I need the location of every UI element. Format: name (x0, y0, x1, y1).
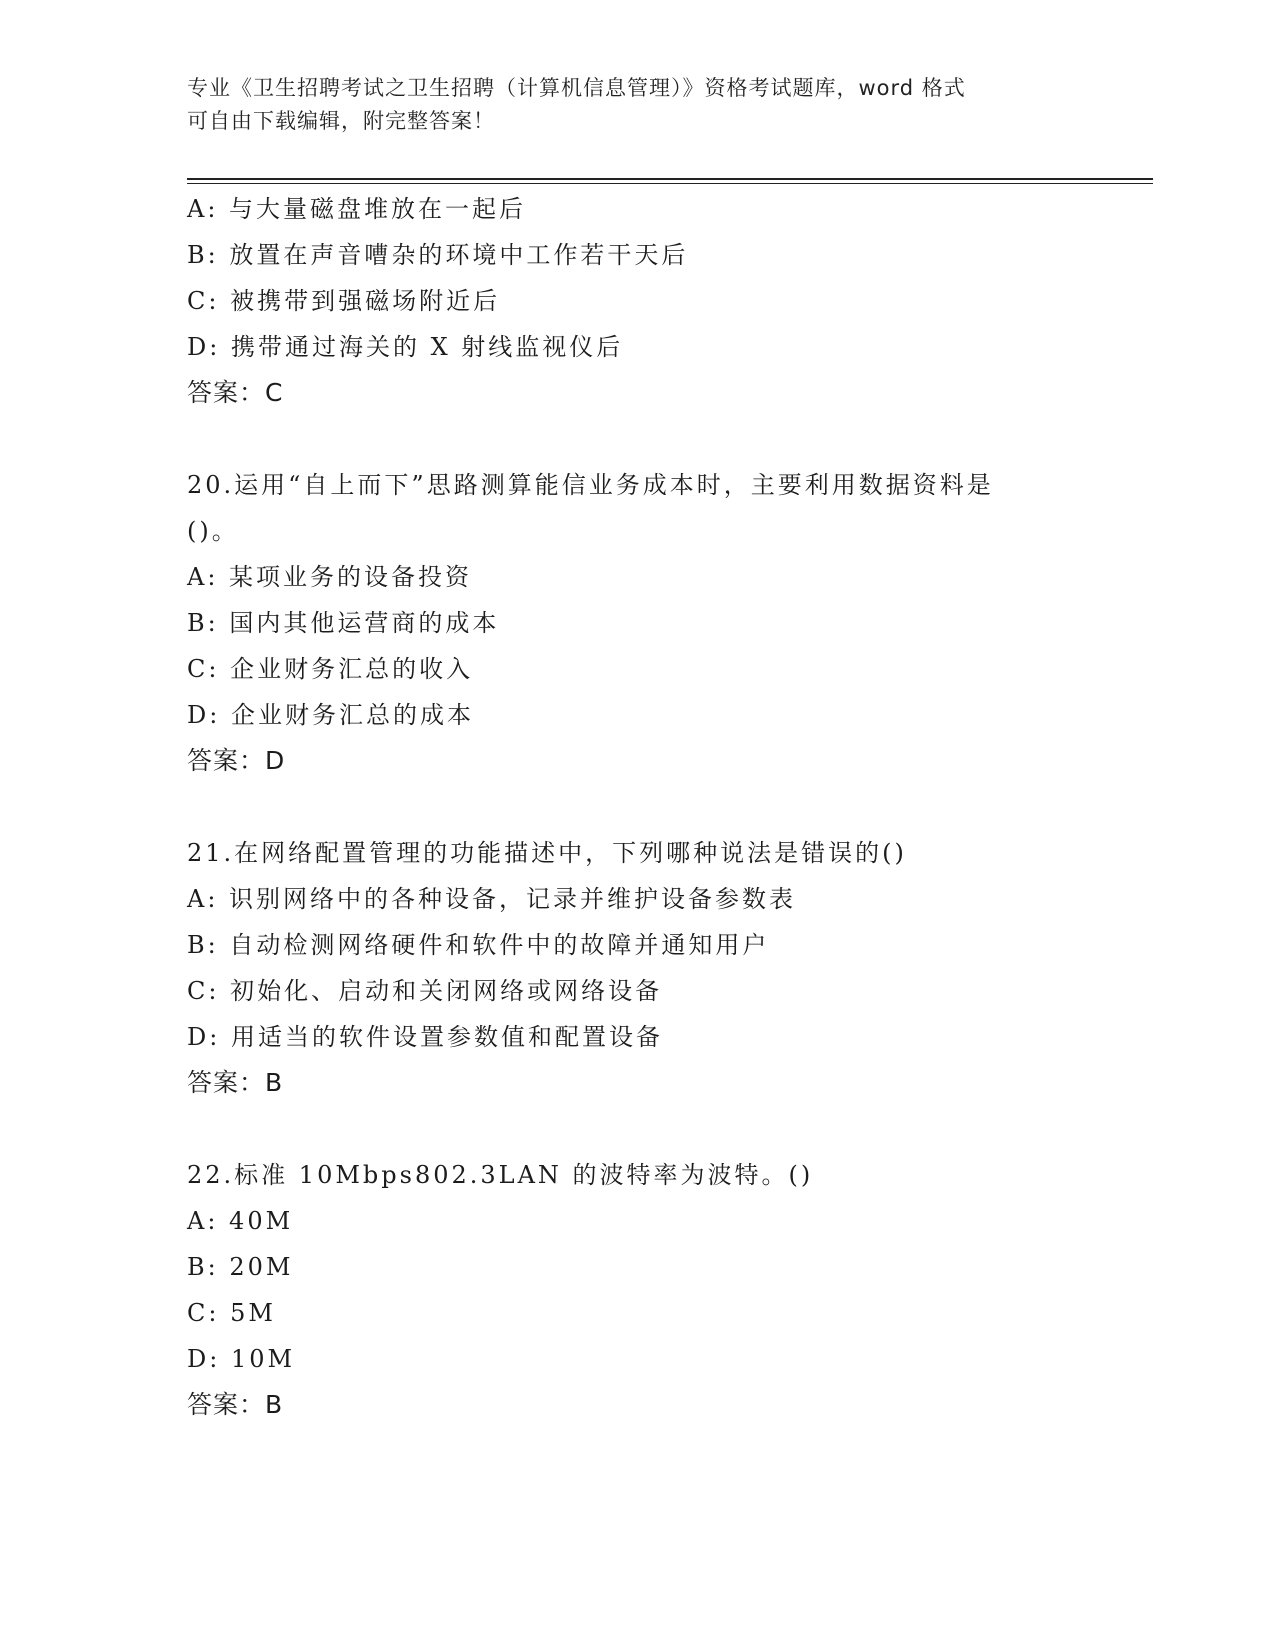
option-c: C: 企业财务汇总的收入 (187, 655, 474, 683)
question-stem: 22.标准 10Mbps802.3LAN 的波特率为波特。() (187, 1161, 814, 1189)
option-c: C: 被携带到强磁场附近后 (187, 287, 501, 315)
option-b: B: 20M (187, 1253, 294, 1281)
option-a: A: 40M (187, 1207, 294, 1235)
option-d: D: 10M (187, 1345, 296, 1373)
document-header (187, 72, 1087, 138)
header-rule-thick (187, 178, 1153, 180)
answer: 答案：B (187, 1390, 284, 1419)
option-a: A: 某项业务的设备投资 (187, 563, 473, 591)
option-d: D: 携带通过海关的 X 射线监视仪后 (187, 333, 624, 361)
question-stem: 21.在网络配置管理的功能描述中，下列哪种说法是错误的() (187, 839, 907, 867)
question-stem: 20.运用“自上而下”思路测算能信业务成本时，主要利用数据资料是 (187, 471, 994, 499)
question-20 (187, 462, 1147, 784)
option-c: C: 初始化、启动和关闭网络或网络设备 (187, 977, 663, 1005)
answer: 答案：C (187, 378, 284, 407)
option-c: C: 5M (187, 1299, 276, 1327)
question-19 (187, 186, 1147, 416)
option-d: D: 用适当的软件设置参数值和配置设备 (187, 1023, 663, 1051)
answer: 答案：B (187, 1068, 284, 1097)
question-22 (187, 1152, 1147, 1428)
option-b: B: 放置在声音嘈杂的环境中工作若干天后 (187, 241, 689, 269)
header-rule-thin (187, 183, 1153, 184)
header-line-1: 专业《卫生招聘考试之卫生招聘（计算机信息管理）》资格考试题库，word 格式 (187, 76, 966, 100)
question-21 (187, 830, 1147, 1106)
option-b: B: 自动检测网络硬件和软件中的故障并通知用户 (187, 931, 770, 959)
header-line-2: 可自由下载编辑，附完整答案！ (187, 109, 495, 133)
option-a: A: 与大量磁盘堆放在一起后 (187, 195, 527, 223)
option-b: B: 国内其他运营商的成本 (187, 609, 500, 637)
option-d: D: 企业财务汇总的成本 (187, 701, 474, 729)
question-stem-cont: ()。 (187, 517, 239, 545)
question-list (187, 186, 1147, 1428)
answer: 答案：D (187, 746, 286, 775)
option-a: A: 识别网络中的各种设备，记录并维护设备参数表 (187, 885, 797, 913)
